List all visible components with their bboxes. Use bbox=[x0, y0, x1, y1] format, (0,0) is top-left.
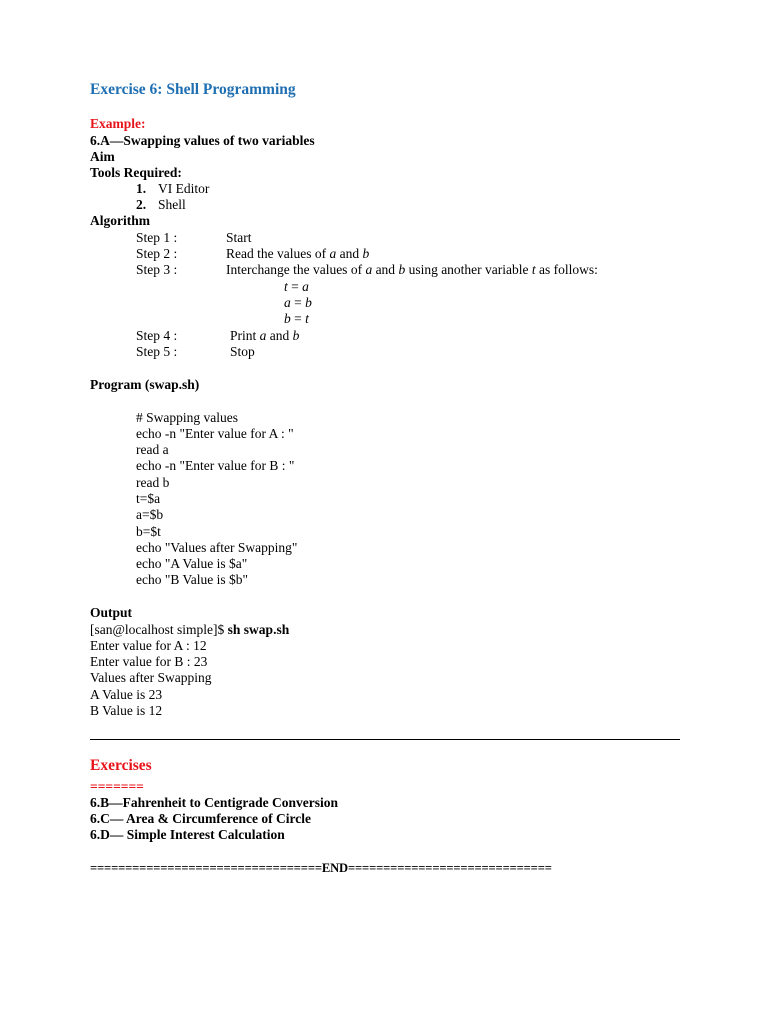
step-label: Step 3 : bbox=[136, 262, 178, 277]
shell-prompt-line: [san@localhost simple]$ sh swap.sh bbox=[90, 622, 290, 637]
step-text: Interchange the values of a and b using another variable t as follows: bbox=[226, 262, 598, 277]
code-line: read a bbox=[136, 442, 169, 457]
step-text: Stop bbox=[230, 344, 255, 359]
exercise-item: 6.B—Fahrenheit to Centigrade Conversion bbox=[90, 795, 338, 810]
equation: b = t bbox=[284, 311, 309, 326]
code-line: read b bbox=[136, 475, 170, 490]
code-line: echo "B Value is $b" bbox=[136, 572, 249, 587]
output-line: B Value is 12 bbox=[90, 703, 163, 718]
output-line: Values after Swapping bbox=[90, 670, 212, 685]
equation: t = a bbox=[284, 279, 309, 294]
output-label: Output bbox=[90, 605, 133, 620]
step-text: Start bbox=[226, 230, 252, 245]
tool-item: VI Editor bbox=[158, 181, 210, 196]
output-line: Enter value for A : 12 bbox=[90, 638, 207, 653]
step-label: Step 5 : bbox=[136, 344, 178, 359]
tool-item: Shell bbox=[158, 197, 186, 212]
algorithm-label: Algorithm bbox=[90, 213, 150, 228]
section-a-title: 6.A—Swapping values of two variables bbox=[90, 133, 315, 148]
code-line: # Swapping values bbox=[136, 410, 238, 425]
exercises-heading: Exercises bbox=[90, 757, 152, 774]
tool-number: 2. bbox=[136, 197, 147, 212]
equation: a = b bbox=[284, 295, 312, 310]
code-line: echo -n "Enter value for B : " bbox=[136, 458, 295, 473]
page-title: Exercise 6: Shell Programming bbox=[90, 81, 296, 98]
aim-label: Aim bbox=[90, 149, 115, 164]
exercise-item: 6.D— Simple Interest Calculation bbox=[90, 827, 285, 842]
step-text: Print a and b bbox=[230, 328, 300, 343]
example-label: Example: bbox=[90, 116, 146, 131]
program-label: Program (swap.sh) bbox=[90, 377, 200, 392]
section-divider bbox=[90, 739, 680, 740]
step-text: Read the values of a and b bbox=[226, 246, 370, 261]
exercise-item: 6.C— Area & Circumference of Circle bbox=[90, 811, 311, 826]
code-line: b=$t bbox=[136, 524, 161, 539]
output-line: A Value is 23 bbox=[90, 687, 163, 702]
code-line: echo "Values after Swapping" bbox=[136, 540, 298, 555]
tools-label: Tools Required: bbox=[90, 165, 182, 180]
code-line: t=$a bbox=[136, 491, 161, 506]
code-line: a=$b bbox=[136, 507, 164, 522]
step-label: Step 1 : bbox=[136, 230, 178, 245]
code-line: echo -n "Enter value for A : " bbox=[136, 426, 294, 441]
step-label: Step 2 : bbox=[136, 246, 178, 261]
exercises-underline: ======= bbox=[90, 779, 144, 794]
code-line: echo "A Value is $a" bbox=[136, 556, 248, 571]
step-label: Step 4 : bbox=[136, 328, 178, 343]
tool-number: 1. bbox=[136, 181, 147, 196]
end-line: =================================END============================= bbox=[90, 861, 552, 875]
output-line: Enter value for B : 23 bbox=[90, 654, 208, 669]
